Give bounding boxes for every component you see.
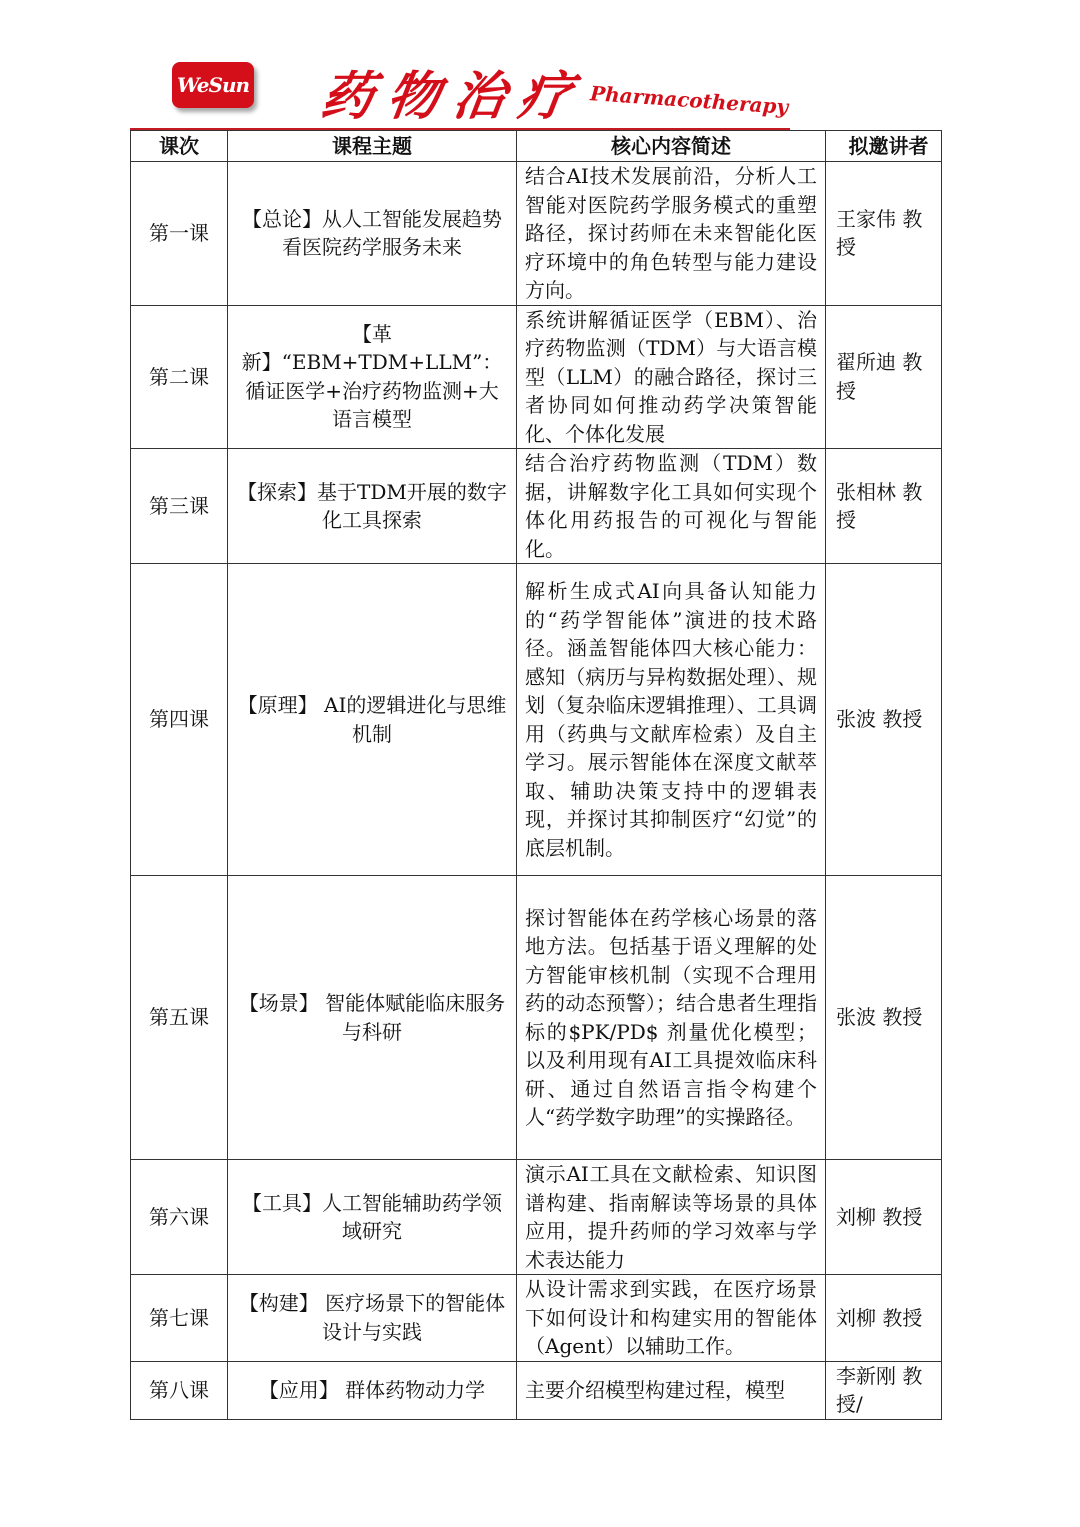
content-cell: 主要介绍模型构建过程，模型	[517, 1361, 826, 1419]
table-header-row	[131, 131, 942, 162]
content-cell: 探讨智能体在药学核心场景的落地方法。包括基于语义理解的处方智能审核机制（实现不合理用药的动态预警）；结合患者生理指标的$PK/PD$ 剂量优化模型；以及利用现有AI工具提效临床科研、通过自然语言指令构建个人“药学数字助理”的实操路径。	[517, 876, 826, 1160]
lesson-cell: 第八课	[131, 1361, 228, 1419]
table-row	[131, 1361, 942, 1419]
header-lesson: 课次	[131, 131, 228, 162]
topic-cell: 【原理】 AI的逻辑进化与思维机制	[228, 564, 517, 876]
speaker-cell: 李新刚 教授/	[826, 1361, 942, 1419]
lesson-cell: 第六课	[131, 1160, 228, 1275]
content-cell: 结合AI技术发展前沿，分析人工智能对医院药学服务模式的重塑路径，探讨药师在未来智能化医疗环境中的角色转型与能力建设方向。	[517, 162, 826, 306]
topic-cell: 【应用】 群体药物动力学	[228, 1361, 517, 1419]
speaker-cell: 翟所迪 教授	[826, 305, 942, 449]
table-row	[131, 449, 942, 564]
topic-cell: 【场景】 智能体赋能临床服务与科研	[228, 876, 517, 1160]
lesson-cell: 第五课	[131, 876, 228, 1160]
content-cell: 系统讲解循证医学（EBM）、治疗药物监测（TDM）与大语言模型（LLM）的融合路径，探讨三者协同如何推动药学决策智能化、个体化发展	[517, 305, 826, 449]
table-row	[131, 162, 942, 306]
speaker-cell: 张波 教授	[826, 876, 942, 1160]
content-cell: 解析生成式AI向具备认知能力的“药学智能体”演进的技术路径。涵盖智能体四大核心能力：感知（病历与异构数据处理）、规划（复杂临床逻辑推理）、工具调用（药典与文献库检索）及自主学习。展示智能体在深度文献萃取、辅助决策支持中的逻辑表现，并探讨其抑制医疗“幻觉”的底层机制。	[517, 564, 826, 876]
brand-title-en: Pharmacotherapy	[589, 81, 789, 119]
speaker-cell: 王家伟 教授	[826, 162, 942, 306]
topic-cell: 【工具】人工智能辅助药学领域研究	[228, 1160, 517, 1275]
lesson-cell: 第七课	[131, 1275, 228, 1362]
logo-text: WeSun	[176, 73, 250, 97]
table-row	[131, 1275, 942, 1362]
content-cell: 结合治疗药物监测（TDM）数据，讲解数字化工具如何实现个体化用药报告的可视化与智能化。	[517, 449, 826, 564]
lesson-cell: 第三课	[131, 449, 228, 564]
page-header	[130, 52, 942, 130]
header-speaker: 拟邀讲者	[826, 131, 942, 162]
topic-cell: 【革新】“EBM+TDM+LLM”：循证医学+治疗药物监测+大语言模型	[228, 305, 517, 449]
topic-cell: 【总论】从人工智能发展趋势看医院药学服务未来	[228, 162, 517, 306]
topic-cell: 【探索】基于TDM开展的数字化工具探索	[228, 449, 517, 564]
content-cell: 演示AI工具在文献检索、知识图谱构建、指南解读等场景的具体应用，提升药师的学习效率与学术表达能力	[517, 1160, 826, 1275]
header-topic: 课程主题	[228, 131, 517, 162]
table-row	[131, 305, 942, 449]
lesson-cell: 第一课	[131, 162, 228, 306]
brand-title-cn: 药物治疗	[317, 66, 590, 127]
speaker-cell: 刘柳 教授	[826, 1160, 942, 1275]
table-row	[131, 876, 942, 1160]
speaker-cell: 张波 教授	[826, 564, 942, 876]
header-content: 核心内容简述	[517, 131, 826, 162]
topic-cell: 【构建】 医疗场景下的智能体设计与实践	[228, 1275, 517, 1362]
table-row	[131, 564, 942, 876]
speaker-cell: 刘柳 教授	[826, 1275, 942, 1362]
course-schedule-table	[130, 130, 942, 1420]
wesun-logo	[172, 62, 254, 108]
table-row	[131, 1160, 942, 1275]
content-cell: 从设计需求到实践，在医疗场景下如何设计和构建实用的智能体（Agent）以辅助工作。	[517, 1275, 826, 1362]
lesson-cell: 第四课	[131, 564, 228, 876]
lesson-cell: 第二课	[131, 305, 228, 449]
speaker-cell: 张相林 教授	[826, 449, 942, 564]
